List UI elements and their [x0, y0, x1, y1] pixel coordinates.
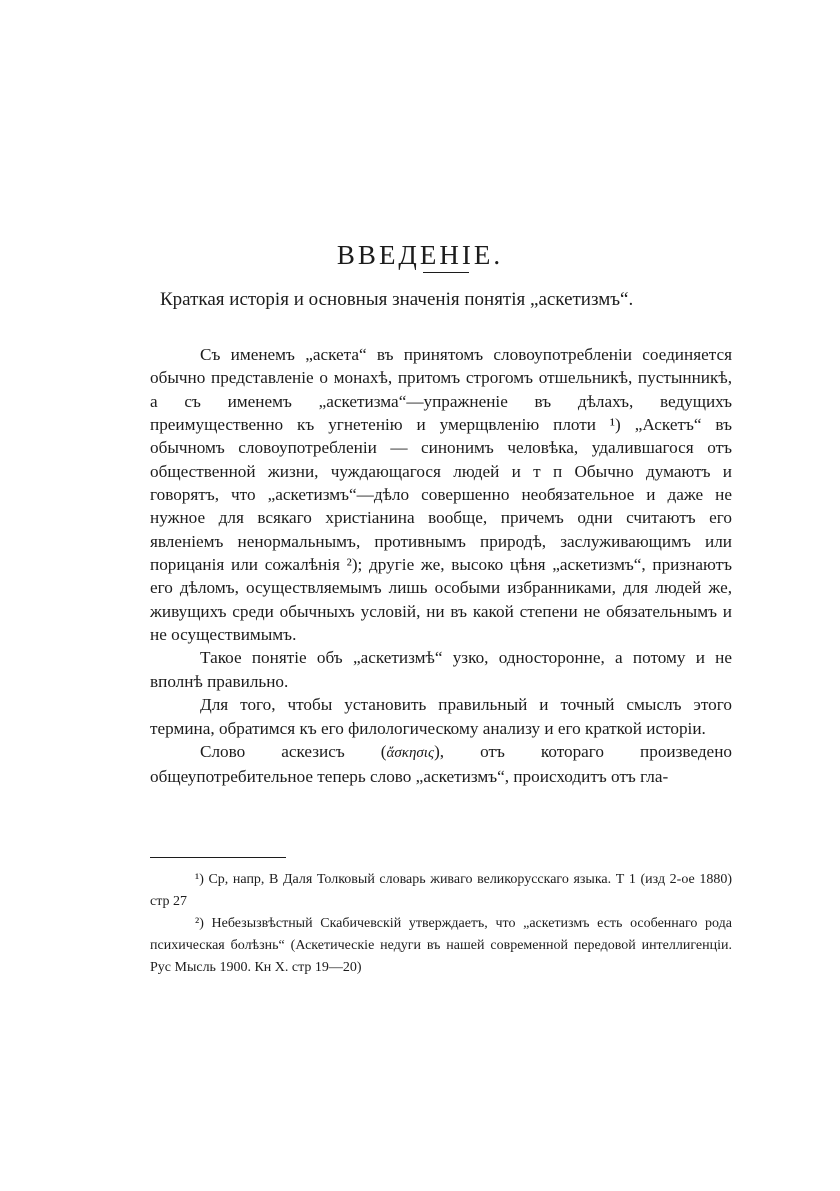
- page-title: ВВЕДЕНIЕ.: [336, 240, 504, 271]
- paragraph-4-end: ), отъ котораго произведено общеупотребительное теперь слово „аскетизмъ“, происходитъ отъ гла-: [150, 741, 732, 787]
- paragraph-2: Такое понятiе объ „аскетизмѣ“ узко, одностороннe, а потому и не вполнѣ правильно.: [150, 648, 732, 691]
- footnote-2: ²) Небезызвѣстный Скабичевскiй утверждаетъ, что „аскетизмъ есть особеннаго рода психическая болѣзнь“ (Аскетическiе недуги въ нашей современной передовой интеллигенцiи. Рус Мысль 1900. Кн X. стр 19—20): [150, 916, 732, 975]
- title-rule: [423, 272, 469, 273]
- paragraph-3: Для того, чтобы установить правильный и точный смыслъ этого термина, обратимся къ его филологическому анализу и его краткой исторiи.: [150, 695, 732, 738]
- body-text: [150, 343, 732, 789]
- paragraph-1: Съ именемъ „аскета“ въ принятомъ словоупотребленiи соединяется обычно представленiе о монахѣ, притомъ строгомъ отшельникѣ, пустынникѣ, а съ именемъ „аскетизма“—упражненiе въ дѣлахъ, ведущихъ преимущественно къ угнетенiю и умерщвленiю плоти ¹) „Аскетъ“ въ обычномъ словоупотребленiи — синонимъ человѣка, удалившагося отъ общественной жизни, чуждающагося людей и т п Обычно думаютъ и говорятъ, что „аскетизмъ“—дѣло совершенно необязательное и даже не нужное для всякаго христiанина вообще, причемъ одни считаютъ его явленiемъ ненормальнымъ, противнымъ природѣ, заслуживающимъ или порицанiя или сожалѣнiя ²); другiе же, высоко цѣня „аскетизмъ“, признаютъ его дѣломъ, осуществляемымъ лишь особыми избранниками, для людей же, живущихъ среди обычныхъ условiй, ни въ какой степени не обязательнымъ и не осуществимымъ.: [150, 345, 732, 645]
- greek-word: ἄσκησις: [386, 744, 435, 761]
- footnote-rule: [150, 857, 286, 858]
- footnotes: [150, 869, 732, 979]
- paragraph-4: [150, 740, 732, 789]
- paragraph-4-start: Слово аскезисъ (: [200, 741, 387, 761]
- footnote-1: ¹) Ср, напр, В Даля Толковый словарь живаго великорусскаго языка. Т 1 (изд 2-ое 1880) стр 27: [150, 872, 732, 909]
- subtitle: Краткая исторiя и основныя значенiя понятiя „аскетизмъ“.: [160, 289, 634, 310]
